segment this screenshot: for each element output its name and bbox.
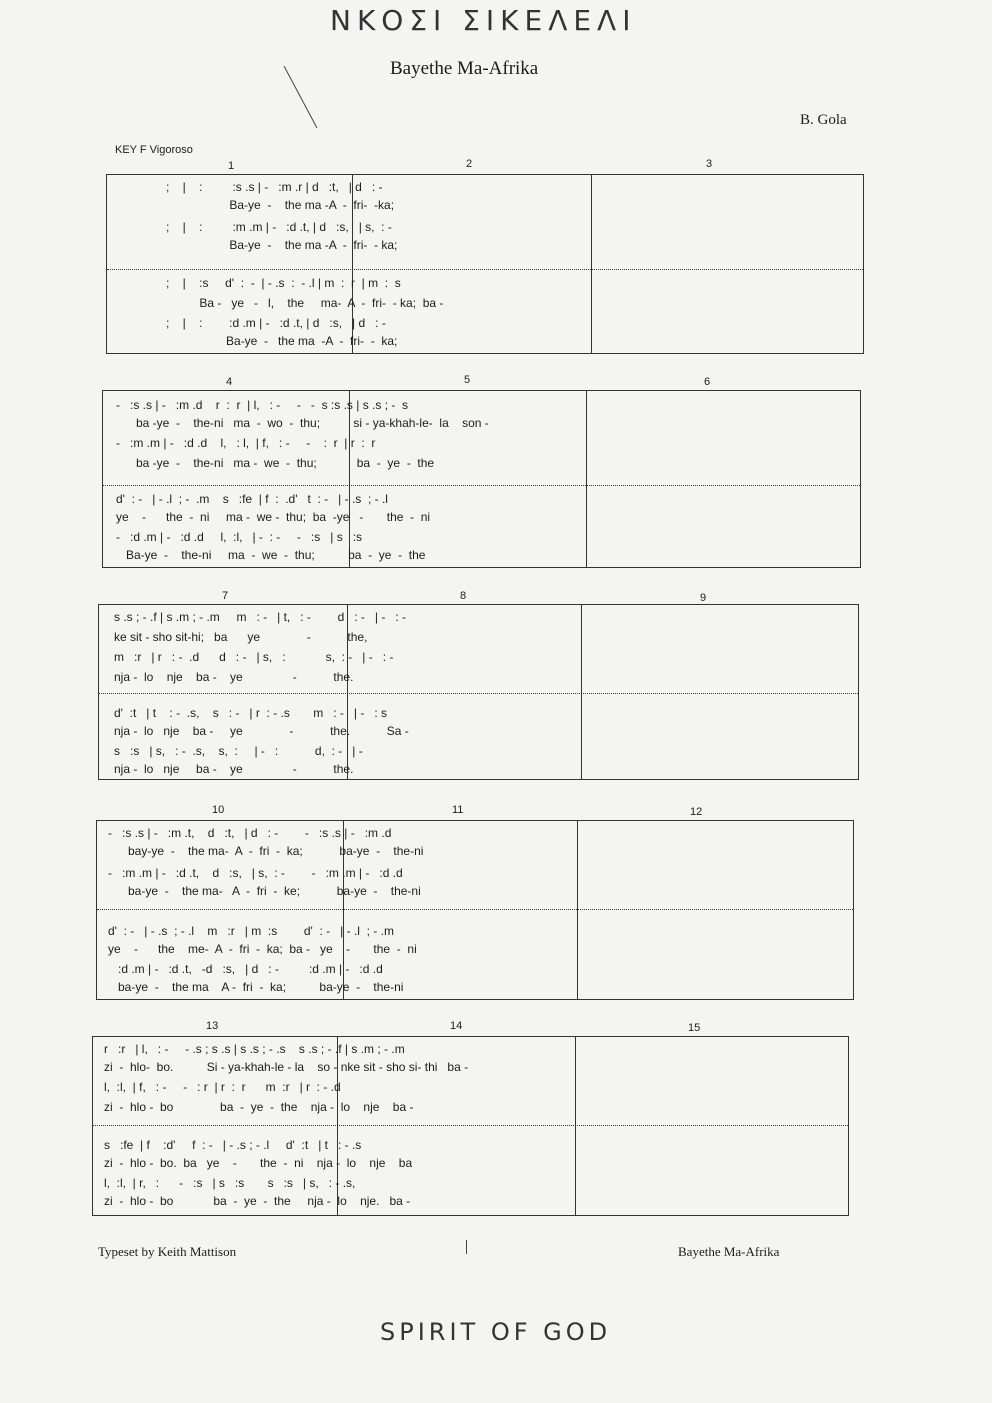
lyric-line: zi - hlo- bo. Si - ya-khah-le - la so - nke sit - sho si- thi ba - (104, 1060, 469, 1074)
solfa-line: ; | : :d .m | - :d .t, | d :s, | d : - (166, 316, 386, 330)
solfa-line: - :s .s | - :m .t, d :t, | d : - - :s .s | - :m .d (108, 826, 392, 840)
footer-title: Bayethe Ma-Afrika (678, 1244, 780, 1259)
solfa-line: ; | :s d' : - | - .s : - .l | m : r | m : s (166, 276, 401, 290)
pen-mark (466, 1240, 467, 1254)
measure-number: 2 (466, 158, 473, 170)
handwritten-top-scribble: ΝΚΟΣΙ ΣΙΚΕΛΕΛΙ (330, 4, 637, 37)
measure-number: 1 (228, 160, 235, 172)
page-title: Bayethe Ma-Afrika (390, 58, 539, 79)
lyric-line: zi - hlo - bo ba - ye - the nja - lo nje. ba - (104, 1194, 411, 1208)
pen-stroke-mark (284, 66, 318, 128)
lyric-line: nja - lo nje ba - ye - the. Sa - (114, 724, 409, 738)
lyric-line: nja - lo nje ba - ye - the. (114, 670, 354, 684)
solfa-line: s .s ; - .f | s .m ; - .m m : - | t, : - d : - | - : - (114, 610, 407, 624)
lyric-line: zi - hlo - bo ba - ye - the nja - lo nje ba - (104, 1100, 414, 1114)
solfa-line: s :s | s, : - .s, s, : | - : d, : - | - (114, 744, 363, 758)
lyric-line: ba -ye - the-ni ma - we - thu; ba - ye - the (116, 456, 435, 470)
lyric-line: Ba-ye - the-ni ma - we - thu; ba - ye - the (116, 548, 426, 562)
key-signature: KEY F Vigoroso (115, 144, 193, 156)
solfa-line: - :d .m | - :d .d l, :l, | - : - - :s | s :s (116, 530, 363, 544)
lyric-line: ba-ye - the ma A - fri - ka; ba-ye - the-ni (108, 980, 404, 994)
lyric-line: Ba-ye - the ma -A - fri- -ka; (166, 198, 395, 212)
lyric-line: ye - the me- A - fri - ka; ba - ye - the - ni (108, 942, 417, 956)
lyric-line: ba-ye - the ma- A - fri - ke; ba-ye - the-ni (108, 884, 421, 898)
solfa-line: ; | : :s .s | - :m .r | d :t, | d : - (166, 180, 383, 194)
solfa-line: s :fe | f :d' f : - | - .s ; - .l d' :t | t : - .s (104, 1138, 362, 1152)
lyric-line: ke sit - sho sit-hi; ba ye - the, (114, 630, 368, 644)
lyric-line: ye - the - ni ma - we - thu; ba -ye - the - ni (116, 510, 431, 524)
measure-number: 11 (452, 804, 464, 816)
lyric-line: ba -ye - the-ni ma - wo - thu; si - ya-khah-le- la son - (116, 416, 489, 430)
measure-number: 8 (460, 590, 467, 602)
solfa-line: d' :t | t : - .s, s : - | r : - .s m : - | - : s (114, 706, 387, 720)
measure-number: 15 (688, 1022, 701, 1034)
composer-name: B. Gola (800, 112, 847, 128)
measure-number: 13 (206, 1020, 219, 1032)
solfa-line: ; | : :m .m | - :d .t, | d :s, | s, : - (166, 220, 392, 234)
solfa-line: l, :l, | f, : - - : r | r : r m :r | r : - .d (104, 1080, 341, 1094)
measure-number: 5 (464, 374, 471, 386)
handwritten-bottom-note: SPIRIT OF GOD (380, 1318, 612, 1346)
measure-number: 9 (700, 592, 707, 604)
solfa-line: - :m .m | - :d .d l, : l, | f, : - - : r | r : r (116, 436, 376, 450)
lyric-line: bay-ye - the ma- A - fri - ka; ba-ye - the-ni (108, 844, 424, 858)
measure-number: 3 (706, 158, 713, 170)
solfa-line: - :m .m | - :d .t, d :s, | s, : - - :m .m | - :d .d (108, 866, 403, 880)
solfa-line: d' : - | - .l ; - .m s :fe | f : .d' t : - | - .s ; - .l (116, 492, 388, 506)
measure-number: 4 (226, 376, 233, 388)
solfa-line: - :s .s | - :m .d r : r | l, : - - - s :s .s | s .s ; - s (116, 398, 409, 412)
measure-number: 12 (690, 806, 703, 818)
lyric-line: nja - lo nje ba - ye - the. (114, 762, 354, 776)
footer-typeset-credit: Typeset by Keith Mattison (98, 1244, 237, 1259)
solfa-line: m :r | r : - .d d : - | s, : s, : - | - : - (114, 650, 394, 664)
measure-number: 14 (450, 1020, 463, 1032)
measure-number: 10 (212, 804, 225, 816)
lyric-line: Ba-ye - the ma -A - fri- - ka; (166, 334, 398, 348)
measure-number: 7 (222, 590, 229, 602)
solfa-line: :d .m | - :d .t, -d :s, | d : - :d .m | - :d .d (108, 962, 383, 976)
solfa-line: d' : - | - .s ; - .l m :r | m :s d' : - | - .l ; - .m (108, 924, 394, 938)
solfa-line: l, :l, | r, : - :s | s :s s :s | s, : - .s, (104, 1176, 356, 1190)
measure-number: 6 (704, 376, 711, 388)
lyric-line: Ba-ye - the ma -A - fri- - ka; (166, 238, 398, 252)
solfa-line: r :r | l, : - - .s ; s .s | s .s ; - .s s .s ; - .f | s .m ; - .m (104, 1042, 405, 1056)
lyric-line: Ba - ye - l, the ma- A - fri- - ka; ba - (166, 296, 444, 310)
lyric-line: zi - hlo - bo. ba ye - the - ni nja - lo nje ba (104, 1156, 413, 1170)
